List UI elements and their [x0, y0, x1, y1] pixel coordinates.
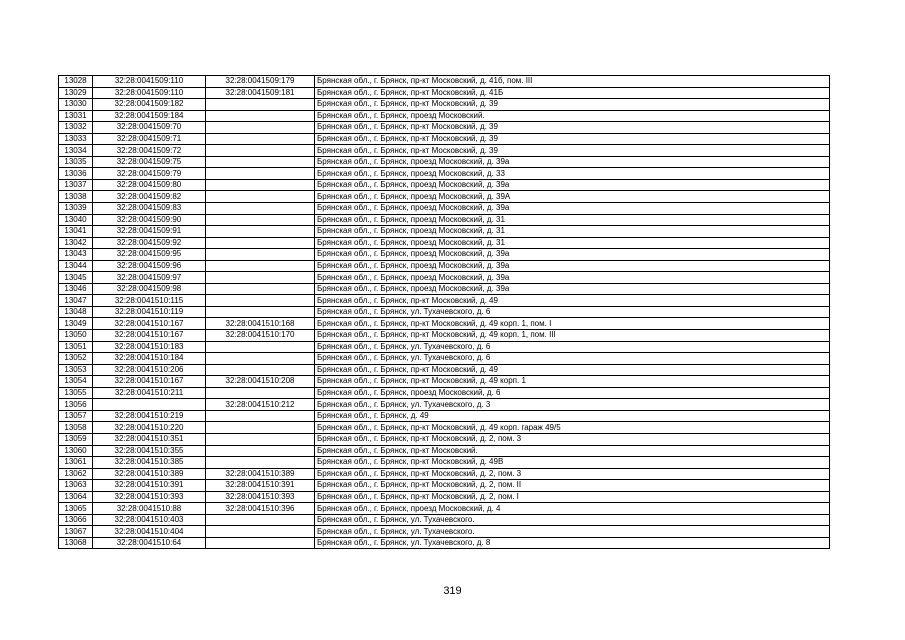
cadastral-number-cell: 32:28:0041510:393: [93, 491, 206, 503]
cadastral-number-cell: 32:28:0041510:391: [93, 480, 206, 492]
linked-cadastral-number-cell: 32:28:0041510:170: [206, 330, 315, 342]
linked-cadastral-number-cell: [206, 260, 315, 272]
cadastral-number-cell: 32:28:0041509:97: [93, 272, 206, 284]
address-cell: Брянская обл., г. Брянск, ул. Тухачевского, д. 3: [315, 399, 830, 411]
row-number-cell: 13061: [59, 457, 93, 469]
address-cell: Брянская обл., г. Брянск, ул. Тухачевского, д. 8: [315, 537, 830, 549]
table-row: [59, 433, 830, 445]
address-cell: Брянская обл., г. Брянск, проезд Московский, д. 39а: [315, 179, 830, 191]
cadastral-number-cell: 32:28:0041510:115: [93, 295, 206, 307]
cadastral-number-cell: 32:28:0041509:75: [93, 156, 206, 168]
row-number-cell: 13032: [59, 122, 93, 134]
linked-cadastral-number-cell: [206, 422, 315, 434]
linked-cadastral-number-cell: [206, 283, 315, 295]
table-row: [59, 237, 830, 249]
cadastral-number-cell: 32:28:0041510:206: [93, 364, 206, 376]
cadastral-number-cell: 32:28:0041510:220: [93, 422, 206, 434]
address-cell: Брянская обл., г. Брянск, пр-кт Московский, д. 2, пом. 3: [315, 433, 830, 445]
row-number-cell: 13052: [59, 353, 93, 365]
address-cell: Брянская обл., г. Брянск, проезд Московский, д. 6: [315, 387, 830, 399]
address-cell: Брянская обл., г. Брянск, ул. Тухачевского, д. 6: [315, 306, 830, 318]
linked-cadastral-number-cell: [206, 179, 315, 191]
cadastral-number-cell: 32:28:0041510:167: [93, 318, 206, 330]
cadastral-number-cell: 32:28:0041509:92: [93, 237, 206, 249]
table-row: [59, 480, 830, 492]
row-number-cell: 13048: [59, 306, 93, 318]
linked-cadastral-number-cell: [206, 214, 315, 226]
linked-cadastral-number-cell: 32:28:0041510:168: [206, 318, 315, 330]
table-row: [59, 99, 830, 111]
address-cell: Брянская обл., г. Брянск, пр-кт Московский, д. 2, пом. I: [315, 491, 830, 503]
row-number-cell: 13054: [59, 376, 93, 388]
row-number-cell: 13043: [59, 249, 93, 261]
linked-cadastral-number-cell: 32:28:0041509:179: [206, 76, 315, 88]
address-cell: Брянская обл., г. Брянск, пр-кт Московский, д. 49В: [315, 457, 830, 469]
table-row: [59, 179, 830, 191]
address-cell: Брянская обл., г. Брянск, пр-кт Московский, д. 49: [315, 295, 830, 307]
row-number-cell: 13044: [59, 260, 93, 272]
cadastral-number-cell: 32:28:0041510:219: [93, 410, 206, 422]
cadastral-number-cell: 32:28:0041510:167: [93, 376, 206, 388]
cadastral-number-cell: 32:28:0041509:79: [93, 168, 206, 180]
address-cell: Брянская обл., г. Брянск, пр-кт Московский, д. 39: [315, 145, 830, 157]
table-row: [59, 353, 830, 365]
table-row: [59, 191, 830, 203]
page-number: 319: [443, 585, 462, 597]
table-row: [59, 283, 830, 295]
row-number-cell: 13035: [59, 156, 93, 168]
address-cell: Брянская обл., г. Брянск, пр-кт Московский, д. 49 корп. 1: [315, 376, 830, 388]
address-cell: Брянская обл., г. Брянск, пр-кт Московский, д. 39: [315, 133, 830, 145]
table-row: [59, 387, 830, 399]
linked-cadastral-number-cell: [206, 237, 315, 249]
table-row: [59, 503, 830, 515]
row-number-cell: 13040: [59, 214, 93, 226]
address-cell: Брянская обл., г. Брянск, ул. Тухачевского, д. 6: [315, 353, 830, 365]
table-row: [59, 376, 830, 388]
row-number-cell: 13030: [59, 99, 93, 111]
linked-cadastral-number-cell: [206, 387, 315, 399]
cadastral-number-cell: 32:28:0041509:82: [93, 191, 206, 203]
linked-cadastral-number-cell: [206, 110, 315, 122]
linked-cadastral-number-cell: [206, 156, 315, 168]
address-cell: Брянская обл., г. Брянск, проезд Московский, д. 31: [315, 237, 830, 249]
cadastral-number-cell: 32:28:0041510:64: [93, 537, 206, 549]
row-number-cell: 13067: [59, 526, 93, 538]
cadastral-number-cell: 32:28:0041510:403: [93, 514, 206, 526]
table-row: [59, 226, 830, 238]
table-row: [59, 399, 830, 411]
linked-cadastral-number-cell: [206, 433, 315, 445]
address-cell: Брянская обл., г. Брянск, проезд Московский, д. 31: [315, 214, 830, 226]
address-cell: Брянская обл., г. Брянск, проезд Московский, д. 39а: [315, 249, 830, 261]
cadastral-number-cell: 32:28:0041509:96: [93, 260, 206, 272]
linked-cadastral-number-cell: [206, 295, 315, 307]
address-cell: Брянская обл., г. Брянск, пр-кт Московский, д. 49 корп. 1, пом. I: [315, 318, 830, 330]
table-row: [59, 214, 830, 226]
cadastral-number-cell: 32:28:0041509:71: [93, 133, 206, 145]
table-row: [59, 272, 830, 284]
row-number-cell: 13042: [59, 237, 93, 249]
address-cell: Брянская обл., г. Брянск, пр-кт Московский, д. 2, пом. 3: [315, 468, 830, 480]
cadastral-number-cell: 32:28:0041510:88: [93, 503, 206, 515]
table-row: [59, 410, 830, 422]
address-cell: Брянская обл., г. Брянск, пр-кт Московский, д. 49 корп. 1, пом. III: [315, 330, 830, 342]
linked-cadastral-number-cell: [206, 272, 315, 284]
address-cell: Брянская обл., г. Брянск, проезд Московский, д. 39А: [315, 191, 830, 203]
table-row: [59, 537, 830, 549]
address-cell: Брянская обл., г. Брянск, ул. Тухачевского.: [315, 526, 830, 538]
linked-cadastral-number-cell: 32:28:0041510:396: [206, 503, 315, 515]
address-cell: Брянская обл., г. Брянск, пр-кт Московский, д. 41б, пом. III: [315, 76, 830, 88]
cadastral-number-cell: 32:28:0041510:211: [93, 387, 206, 399]
cadastral-number-cell: 32:28:0041509:184: [93, 110, 206, 122]
cadastral-number-cell: 32:28:0041509:90: [93, 214, 206, 226]
linked-cadastral-number-cell: [206, 145, 315, 157]
row-number-cell: 13058: [59, 422, 93, 434]
table-row: [59, 445, 830, 457]
cadastral-number-cell: 32:28:0041510:351: [93, 433, 206, 445]
linked-cadastral-number-cell: 32:28:0041510:393: [206, 491, 315, 503]
cadastral-number-cell: 32:28:0041509:72: [93, 145, 206, 157]
row-number-cell: 13055: [59, 387, 93, 399]
table-row: [59, 203, 830, 215]
row-number-cell: 13050: [59, 330, 93, 342]
linked-cadastral-number-cell: 32:28:0041510:391: [206, 480, 315, 492]
table-row: [59, 341, 830, 353]
address-cell: Брянская обл., г. Брянск, проезд Московский, д. 31: [315, 226, 830, 238]
row-number-cell: 13039: [59, 203, 93, 215]
row-number-cell: 13060: [59, 445, 93, 457]
address-cell: Брянская обл., г. Брянск, проезд Московский, д. 39а: [315, 260, 830, 272]
linked-cadastral-number-cell: [206, 226, 315, 238]
cadastral-number-cell: 32:28:0041509:80: [93, 179, 206, 191]
row-number-cell: 13068: [59, 537, 93, 549]
table-row: [59, 306, 830, 318]
table-row: [59, 260, 830, 272]
table-row: [59, 364, 830, 376]
linked-cadastral-number-cell: 32:28:0041510:212: [206, 399, 315, 411]
cadastral-number-cell: 32:28:0041509:182: [93, 99, 206, 111]
linked-cadastral-number-cell: [206, 306, 315, 318]
row-number-cell: 13059: [59, 433, 93, 445]
address-cell: Брянская обл., г. Брянск, пр-кт Московский, д. 41Б: [315, 87, 830, 99]
cadastral-number-cell: 32:28:0041509:70: [93, 122, 206, 134]
registry-table-body: [59, 76, 830, 549]
linked-cadastral-number-cell: 32:28:0041509:181: [206, 87, 315, 99]
linked-cadastral-number-cell: [206, 203, 315, 215]
cadastral-number-cell: 32:28:0041510:119: [93, 306, 206, 318]
linked-cadastral-number-cell: 32:28:0041510:389: [206, 468, 315, 480]
cadastral-number-cell: 32:28:0041509:98: [93, 283, 206, 295]
row-number-cell: 13038: [59, 191, 93, 203]
address-cell: Брянская обл., г. Брянск, пр-кт Московский.: [315, 445, 830, 457]
address-cell: Брянская обл., г. Брянск, ул. Тухачевского.: [315, 514, 830, 526]
row-number-cell: 13051: [59, 341, 93, 353]
row-number-cell: 13053: [59, 364, 93, 376]
linked-cadastral-number-cell: [206, 526, 315, 538]
row-number-cell: 13064: [59, 491, 93, 503]
address-cell: Брянская обл., г. Брянск, пр-кт Московский, д. 49: [315, 364, 830, 376]
table-row: [59, 526, 830, 538]
table-row: [59, 491, 830, 503]
linked-cadastral-number-cell: [206, 445, 315, 457]
registry-table: [58, 75, 830, 549]
cadastral-number-cell: 32:28:0041510:183: [93, 341, 206, 353]
row-number-cell: 13028: [59, 76, 93, 88]
row-number-cell: 13047: [59, 295, 93, 307]
row-number-cell: 13063: [59, 480, 93, 492]
row-number-cell: 13057: [59, 410, 93, 422]
cadastral-number-cell: 32:28:0041509:83: [93, 203, 206, 215]
table-row: [59, 457, 830, 469]
address-cell: Брянская обл., г. Брянск, проезд Московский.: [315, 110, 830, 122]
cadastral-number-cell: 32:28:0041510:404: [93, 526, 206, 538]
linked-cadastral-number-cell: [206, 191, 315, 203]
table-row: [59, 468, 830, 480]
table-row: [59, 122, 830, 134]
address-cell: Брянская обл., г. Брянск, проезд Московский, д. 39а: [315, 283, 830, 295]
address-cell: Брянская обл., г. Брянск, проезд Московский, д. 39а: [315, 203, 830, 215]
row-number-cell: 13045: [59, 272, 93, 284]
linked-cadastral-number-cell: [206, 249, 315, 261]
address-cell: Брянская обл., г. Брянск, проезд Московский, д. 33: [315, 168, 830, 180]
linked-cadastral-number-cell: [206, 353, 315, 365]
row-number-cell: 13041: [59, 226, 93, 238]
address-cell: Брянская обл., г. Брянск, ул. Тухачевского, д. 6: [315, 341, 830, 353]
cadastral-number-cell: 32:28:0041509:110: [93, 87, 206, 99]
address-cell: Брянская обл., г. Брянск, пр-кт Московский, д. 39: [315, 122, 830, 134]
row-number-cell: 13031: [59, 110, 93, 122]
table-row: [59, 422, 830, 434]
row-number-cell: 13029: [59, 87, 93, 99]
table-row: [59, 133, 830, 145]
cadastral-number-cell: 32:28:0041510:385: [93, 457, 206, 469]
linked-cadastral-number-cell: [206, 410, 315, 422]
linked-cadastral-number-cell: [206, 514, 315, 526]
linked-cadastral-number-cell: [206, 341, 315, 353]
row-number-cell: 13033: [59, 133, 93, 145]
row-number-cell: 13065: [59, 503, 93, 515]
table-row: [59, 110, 830, 122]
address-cell: Брянская обл., г. Брянск, пр-кт Московский, д. 2, пом. II: [315, 480, 830, 492]
address-cell: Брянская обл., г. Брянск, д. 49: [315, 410, 830, 422]
linked-cadastral-number-cell: [206, 122, 315, 134]
linked-cadastral-number-cell: 32:28:0041510:208: [206, 376, 315, 388]
cadastral-number-cell: 32:28:0041509:95: [93, 249, 206, 261]
linked-cadastral-number-cell: [206, 99, 315, 111]
row-number-cell: 13036: [59, 168, 93, 180]
address-cell: Брянская обл., г. Брянск, пр-кт Московский, д. 49 корп. гараж 49/5: [315, 422, 830, 434]
table-row: [59, 514, 830, 526]
row-number-cell: 13049: [59, 318, 93, 330]
cadastral-number-cell: 32:28:0041510:389: [93, 468, 206, 480]
address-cell: Брянская обл., г. Брянск, пр-кт Московский, д. 39: [315, 99, 830, 111]
cadastral-number-cell: 32:28:0041509:110: [93, 76, 206, 88]
row-number-cell: 13037: [59, 179, 93, 191]
cadastral-number-cell: 32:28:0041510:184: [93, 353, 206, 365]
table-row: [59, 318, 830, 330]
address-cell: Брянская обл., г. Брянск, проезд Московский, д. 4: [315, 503, 830, 515]
linked-cadastral-number-cell: [206, 168, 315, 180]
cadastral-number-cell: 32:28:0041509:91: [93, 226, 206, 238]
linked-cadastral-number-cell: [206, 364, 315, 376]
address-cell: Брянская обл., г. Брянск, проезд Московский, д. 39а: [315, 156, 830, 168]
row-number-cell: 13056: [59, 399, 93, 411]
linked-cadastral-number-cell: [206, 457, 315, 469]
linked-cadastral-number-cell: [206, 537, 315, 549]
row-number-cell: 13066: [59, 514, 93, 526]
row-number-cell: 13046: [59, 283, 93, 295]
table-row: [59, 76, 830, 88]
table-row: [59, 87, 830, 99]
table-row: [59, 156, 830, 168]
cadastral-number-cell: 32:28:0041510:167: [93, 330, 206, 342]
linked-cadastral-number-cell: [206, 133, 315, 145]
table-row: [59, 249, 830, 261]
row-number-cell: 13034: [59, 145, 93, 157]
cadastral-number-cell: [93, 399, 206, 411]
table-row: [59, 295, 830, 307]
table-row: [59, 330, 830, 342]
table-row: [59, 168, 830, 180]
row-number-cell: 13062: [59, 468, 93, 480]
address-cell: Брянская обл., г. Брянск, проезд Московский, д. 39а: [315, 272, 830, 284]
table-row: [59, 145, 830, 157]
cadastral-number-cell: 32:28:0041510:355: [93, 445, 206, 457]
